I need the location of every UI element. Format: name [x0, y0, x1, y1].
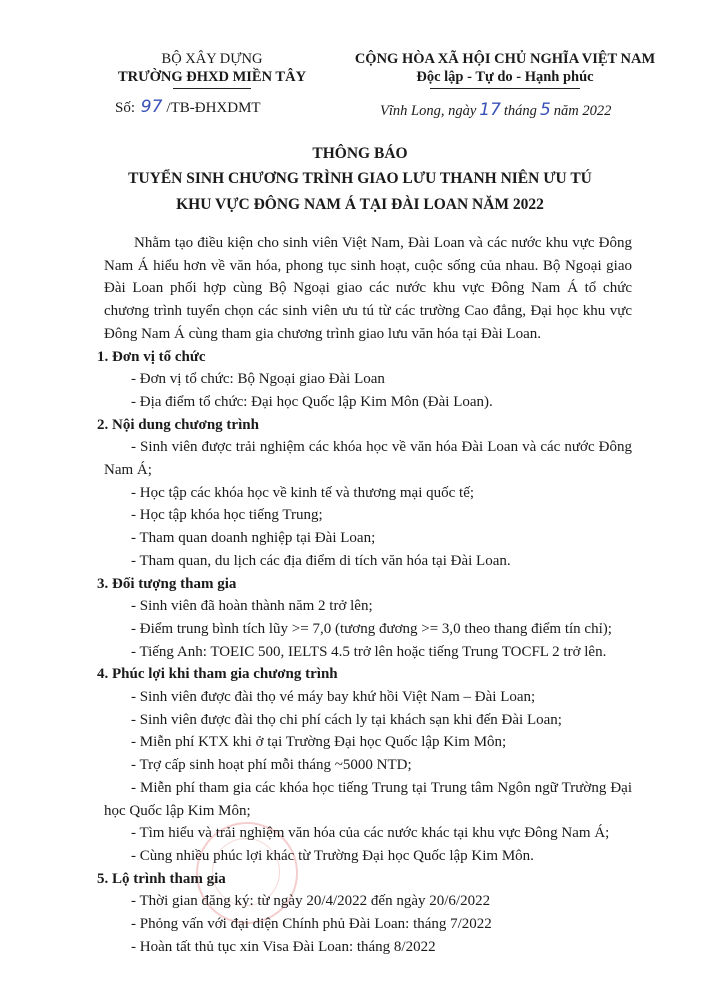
date-day-handwritten: 17: [479, 100, 501, 120]
motto-underline: [430, 88, 580, 89]
list-item: - Địa điểm tổ chức: Đại học Quốc lập Kim Môn (Đài Loan).: [131, 393, 493, 410]
national-heading: [340, 50, 670, 89]
list-item: - Sinh viên đã hoàn thành năm 2 trở lên;: [131, 598, 373, 615]
issuer-underline: [173, 88, 251, 89]
document-body: [97, 232, 632, 959]
section-heading: 1. Đơn vị tổ chức: [97, 348, 206, 365]
ministry-name: BỘ XÂY DỰNG: [161, 51, 263, 67]
date-place: Vĩnh Long, ngày: [380, 103, 477, 119]
number-handwritten: 97: [140, 97, 163, 117]
intro-paragraph: Nhằm tạo điều kiện cho sinh viên Việt Nam, Đài Loan và các nước khu vực Đông Nam Á hiểu hơn về văn hóa, phong tục sinh hoạt, cuộc sống của nhau. Bộ Ngoại giao Đài Loan phối hợp cùng Bộ Ngoại giao các nước khu vực Đông Nam Á tổ chức chương trình tuyển chọn các sinh viên ưu tú từ các trường Cao đẳng, Đại học khu vực Đông Nam Á cùng tham gia chương trình giao lưu văn hóa tại Đài Loan.: [104, 235, 632, 342]
list-item: - Thời gian đăng ký: từ ngày 20/4/2022 đến ngày 20/6/2022: [131, 893, 491, 910]
list-item: - Trợ cấp sinh hoạt phí mỗi tháng ~5000 NTD;: [131, 757, 412, 774]
national-motto: Độc lập - Tự do - Hạnh phúc: [416, 69, 594, 85]
section-heading: 3. Đối tượng tham gia: [97, 575, 237, 592]
list-item: - Tham quan, du lịch các địa điểm di tích văn hóa tại Đài Loan.: [131, 552, 511, 569]
list-item: - Đơn vị tổ chức: Bộ Ngoại giao Đài Loan: [131, 371, 385, 388]
list-item: - Miễn phí tham gia các khóa học tiếng Trung tại Trung tâm Ngôn ngữ Trường Đại học Quốc lập Kim Môn;: [104, 779, 632, 819]
issuer-block: [102, 50, 322, 89]
list-item: - Phỏng vấn với đại diện Chính phủ Đài Loan: tháng 7/2022: [131, 916, 492, 933]
date-month-handwritten: 5: [539, 100, 551, 120]
issue-date: [380, 100, 611, 120]
date-month-label: tháng: [503, 103, 537, 119]
number-prefix: Số:: [115, 100, 136, 116]
list-item: - Hoàn tất thủ tục xin Visa Đài Loan: tháng 8/2022: [131, 938, 436, 955]
document-number: [115, 97, 261, 117]
list-item: - Sinh viên được trải nghiệm các khóa học về văn hóa Đài Loan và các nước Đông Nam Á;: [104, 439, 632, 479]
date-year: năm 2022: [553, 103, 612, 119]
school-name: TRƯỜNG ĐHXD MIỀN TÂY: [117, 69, 307, 85]
nation-name: CỘNG HÒA XÃ HỘI CHỦ NGHĨA VIỆT NAM: [354, 51, 656, 67]
section-heading: 5. Lộ trình tham gia: [97, 870, 226, 887]
list-item: - Tham quan doanh nghiệp tại Đài Loan;: [131, 530, 376, 547]
list-item: - Tiếng Anh: TOEIC 500, IELTS 4.5 trở lên hoặc tiếng Trung TOCFL 2 trở lên.: [131, 643, 607, 660]
section-heading: 2. Nội dung chương trình: [97, 416, 259, 433]
document-title-line-2: KHU VỰC ĐÔNG NAM Á TẠI ĐÀI LOAN NĂM 2022: [176, 196, 544, 213]
list-item: - Học tập các khóa học về kinh tế và thương mại quốc tế;: [131, 484, 475, 501]
list-item: - Sinh viên được đài thọ chi phí cách ly tại khách sạn khi đến Đài Loan;: [131, 711, 562, 728]
list-item: - Miễn phí KTX khi ở tại Trường Đại học Quốc lập Kim Môn;: [131, 734, 507, 751]
list-item: - Tìm hiểu và trải nghiệm văn hóa của các nước khác tại khu vực Đông Nam Á;: [131, 825, 610, 842]
document-type: THÔNG BÁO: [312, 145, 408, 162]
list-item: - Cùng nhiều phúc lợi khác từ Trường Đại học Quốc lập Kim Môn.: [131, 847, 534, 864]
number-suffix: /TB-ĐHXDMT: [166, 100, 261, 116]
document-title-line-1: TUYỂN SINH CHƯƠNG TRÌNH GIAO LƯU THANH NIÊN ƯU TÚ: [128, 170, 592, 187]
section-heading: 4. Phúc lợi khi tham gia chương trình: [97, 666, 338, 683]
list-item: - Học tập khóa học tiếng Trung;: [131, 507, 323, 524]
list-item: - Sinh viên được đài thọ vé máy bay khứ hồi Việt Nam – Đài Loan;: [131, 689, 536, 706]
list-item: - Điểm trung bình tích lũy >= 7,0 (tương đương >= 3,0 theo thang điểm tín chỉ);: [131, 620, 612, 637]
